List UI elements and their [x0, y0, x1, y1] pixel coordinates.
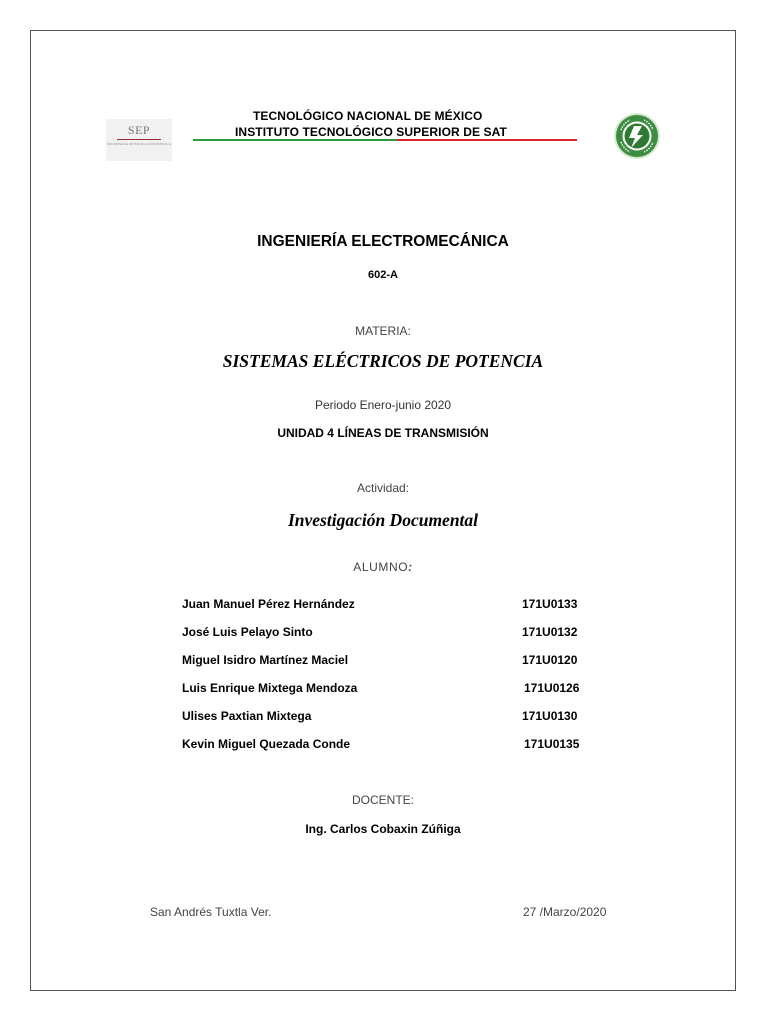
subject-name: SISTEMAS ELÉCTRICOS DE POTENCIA: [222, 351, 544, 371]
sep-logo-subtext: SECRETARÍA DE EDUCACIÓN PÚBLICA: [107, 142, 171, 146]
student-id: 171U0133: [522, 597, 578, 611]
student-name: Kevin Miguel Quezada Conde: [182, 737, 351, 751]
sep-logo-text: SEP: [127, 123, 151, 137]
student-name: Juan Manuel Pérez Hernández: [182, 597, 355, 611]
subject-label: MATERIA:: [355, 324, 411, 338]
footer-date: 27 /Marzo/2020: [523, 905, 607, 919]
student-name: José Luis Pelayo Sinto: [182, 625, 313, 639]
student-id: 171U0126: [524, 681, 580, 695]
activity-title: Investigación Documental: [287, 510, 479, 530]
group-code: 602-A: [368, 269, 398, 281]
student-id: 171U0120: [522, 653, 578, 667]
footer-place: San Andrés Tuxtla Ver.: [150, 905, 272, 919]
header-line-2: INSTITUTO TECNOLÓGICO SUPERIOR DE SAT: [235, 125, 507, 139]
student-id: 171U0130: [522, 709, 578, 723]
teacher-label: DOCENTE:: [351, 793, 414, 807]
header-line-1: TECNOLÓGICO NACIONAL DE MÉXICO: [253, 109, 483, 123]
header-green-bar: [193, 139, 399, 141]
teacher-name: Ing. Carlos Cobaxin Zúñiga: [305, 822, 461, 836]
sep-logo: [106, 119, 172, 161]
activity-label: Actividad:: [356, 481, 410, 495]
header-red-bar: [397, 139, 577, 141]
student-name: Miguel Isidro Martínez Maciel: [182, 653, 349, 667]
student-name: Ulises Paxtian Mixtega: [182, 709, 312, 723]
students-label-text: ALUMNO: [353, 560, 409, 574]
student-name: Luis Enrique Mixtega Mendoza: [182, 681, 358, 695]
career-title: INGENIERÍA ELECTROMECÁNICA: [257, 233, 509, 250]
document-page: [30, 30, 736, 991]
student-id: 171U0135: [524, 737, 580, 751]
unit-title: UNIDAD 4 LÍNEAS DE TRANSMISIÓN: [277, 426, 489, 440]
students-label-colon: :: [408, 560, 413, 574]
institute-emblem-icon: [612, 111, 662, 161]
period-text: Periodo Enero-junio 2020: [314, 398, 452, 412]
sep-logo-rule: [117, 139, 161, 140]
students-label: [31, 560, 735, 574]
student-id: 171U0132: [522, 625, 578, 639]
